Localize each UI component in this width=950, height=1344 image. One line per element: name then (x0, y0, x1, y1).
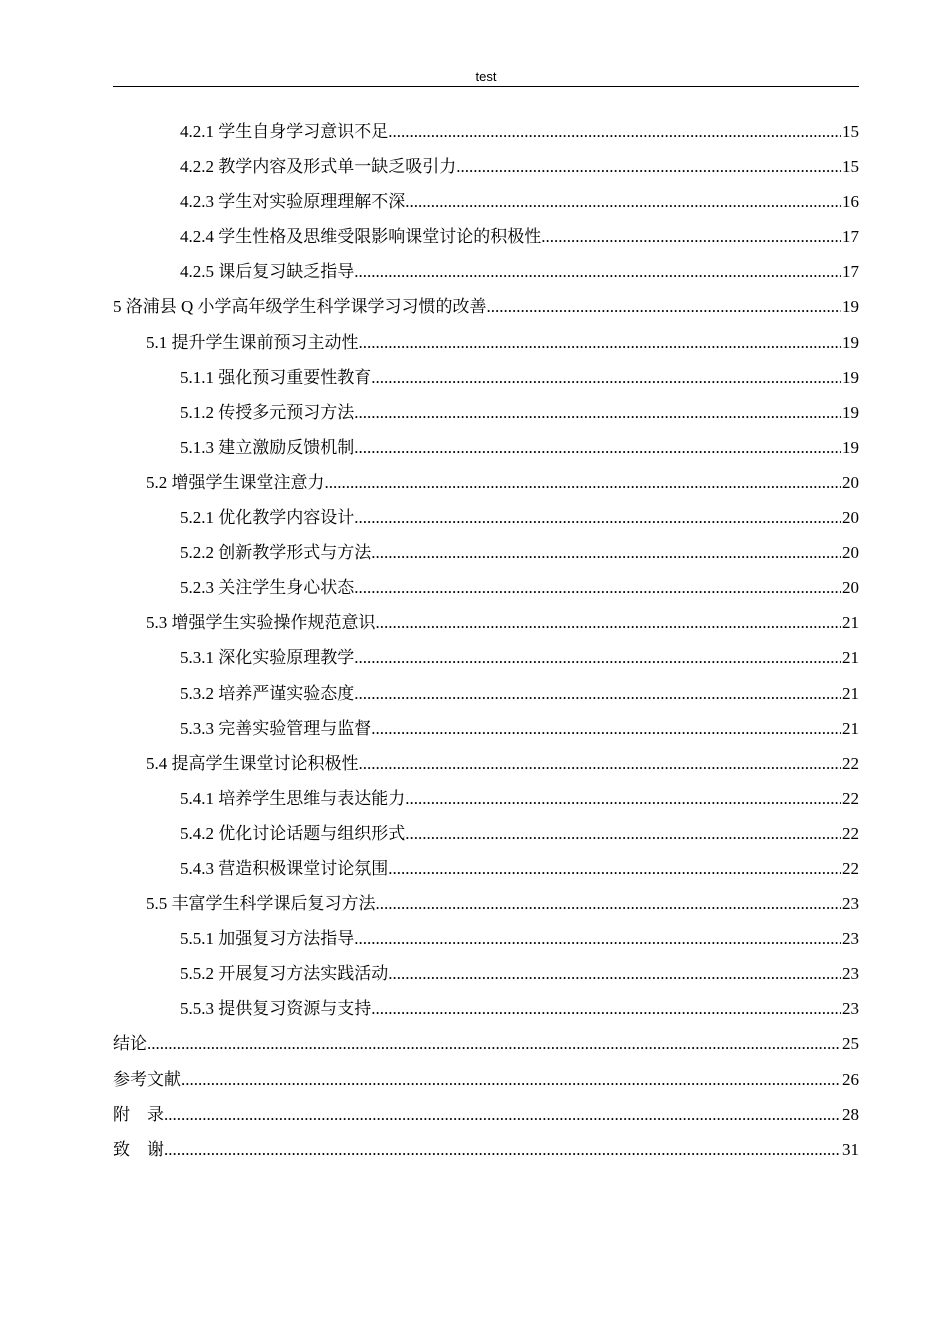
toc-entry[interactable] (113, 570, 859, 605)
toc-entry-title: 5.5.3 提供复习资源与支持 (180, 999, 372, 1019)
toc-entry[interactable] (113, 1132, 859, 1167)
toc-entry-page: 23 (842, 929, 859, 949)
toc-entry[interactable] (113, 149, 859, 184)
toc-entry[interactable] (113, 956, 859, 991)
toc-entry-title: 5.2.3 关注学生身心状态 (180, 578, 355, 598)
toc-leader-dots (354, 254, 841, 289)
toc-entry[interactable] (113, 219, 859, 254)
toc-leader-dots (405, 816, 841, 851)
toc-entry-page: 21 (842, 683, 859, 703)
toc-leader-dots (371, 991, 841, 1026)
toc-leader-dots (325, 465, 842, 500)
toc-entry[interactable] (113, 1062, 859, 1097)
toc-leader-dots (359, 325, 842, 360)
header-text: test (475, 69, 497, 84)
toc-entry-title: 5.1.2 传授多元预习方法 (180, 402, 355, 422)
toc-leader-dots (354, 676, 841, 711)
toc-leader-dots (388, 114, 841, 149)
toc-entry-page: 23 (842, 999, 859, 1019)
toc-entry-title: 5.1 提升学生课前预习主动性 (146, 332, 359, 352)
toc-entry-title: 5.3.1 深化实验原理教学 (180, 648, 355, 668)
toc-leader-dots (456, 149, 841, 184)
toc-entry-title: 4.2.3 学生对实验原理理解不深 (180, 192, 406, 212)
toc-leader-dots (371, 711, 841, 746)
toc-entry-title: 5.2 增强学生课堂注意力 (146, 472, 325, 492)
toc-leader-dots (376, 605, 842, 640)
toc-leader-dots (376, 886, 842, 921)
toc-entry[interactable] (113, 1026, 859, 1061)
toc-entry[interactable] (113, 816, 859, 851)
toc-leader-dots (164, 1097, 841, 1132)
toc-entry[interactable] (113, 605, 859, 640)
toc-leader-dots (181, 1062, 841, 1097)
toc-leader-dots (359, 746, 842, 781)
toc-entry[interactable] (113, 184, 859, 219)
toc-leader-dots (164, 1132, 841, 1167)
toc-entry-page: 20 (842, 472, 859, 492)
toc-entry-page: 15 (842, 157, 859, 177)
toc-entry-page: 15 (842, 122, 859, 141)
toc-entry-title: 4.2.2 教学内容及形式单一缺乏吸引力 (180, 157, 457, 177)
toc-entry-page: 20 (842, 508, 859, 528)
toc-leader-dots (371, 360, 841, 395)
toc-entry-page: 22 (842, 753, 859, 773)
toc-entry[interactable] (113, 360, 859, 395)
toc-leader-dots (354, 500, 841, 535)
toc-entry-title: 5.5.1 加强复习方法指导 (180, 929, 355, 949)
toc-entry[interactable] (113, 640, 859, 675)
toc-entry-page: 19 (842, 367, 859, 387)
toc-entry-page: 19 (842, 437, 859, 457)
toc-leader-dots (354, 640, 841, 675)
toc-entry-title: 5.4.2 优化讨论话题与组织形式 (180, 823, 406, 843)
toc-entry-page: 23 (842, 894, 859, 914)
toc-entry-page: 21 (842, 613, 859, 633)
toc-entry-title: 5.1.3 建立激励反馈机制 (180, 437, 355, 457)
toc-entry[interactable] (113, 676, 859, 711)
toc-leader-dots (405, 184, 841, 219)
toc-entry[interactable] (113, 500, 859, 535)
toc-entry-title: 结论 (113, 1034, 147, 1054)
toc-entry-title: 5.1.1 强化预习重要性教育 (180, 367, 372, 387)
toc-entry[interactable] (113, 325, 859, 360)
toc-entry[interactable] (113, 746, 859, 781)
toc-leader-dots (354, 430, 841, 465)
toc-entry-title: 5.4 提高学生课堂讨论积极性 (146, 753, 359, 773)
toc-entry-title: 5.3.3 完善实验管理与监督 (180, 718, 372, 738)
toc-leader-dots (354, 921, 841, 956)
toc-leader-dots (147, 1026, 841, 1061)
toc-entry-page: 17 (842, 262, 859, 282)
toc-entry-title: 5.5.2 开展复习方法实践活动 (180, 964, 389, 984)
toc-entry-page: 19 (842, 297, 859, 317)
toc-entry[interactable] (113, 921, 859, 956)
toc-entry[interactable] (113, 289, 859, 324)
toc-entry-title: 附 录 (113, 1104, 164, 1124)
toc-entry-page: 22 (842, 858, 859, 878)
toc-entry[interactable] (113, 781, 859, 816)
toc-leader-dots (371, 535, 841, 570)
toc-entry-page: 21 (842, 648, 859, 668)
toc-entry-title: 4.2.1 学生自身学习意识不足 (180, 122, 389, 141)
toc-entry-page: 16 (842, 192, 859, 212)
toc-entry[interactable] (113, 430, 859, 465)
toc-entry[interactable] (113, 395, 859, 430)
toc-entry-title: 5.2.1 优化教学内容设计 (180, 508, 355, 528)
page-header (113, 68, 859, 87)
toc-entry-title: 参考文献 (113, 1069, 181, 1089)
toc-entry-page: 31 (842, 1139, 859, 1159)
toc-entry-page: 23 (842, 964, 859, 984)
toc-entry-page: 22 (842, 788, 859, 808)
toc-entry-title: 5.3.2 培养严谨实验态度 (180, 683, 355, 703)
toc-entry-title: 4.2.5 课后复习缺乏指导 (180, 262, 355, 282)
toc-entry-page: 19 (842, 402, 859, 422)
toc-entry-page: 25 (842, 1034, 859, 1054)
toc-leader-dots (541, 219, 841, 254)
toc-entry-title: 4.2.4 学生性格及思维受限影响课堂讨论的积极性 (180, 227, 542, 247)
toc-entry-page: 19 (842, 332, 859, 352)
toc-leader-dots (487, 289, 841, 324)
table-of-contents (113, 114, 859, 1167)
toc-leader-dots (388, 851, 841, 886)
toc-entry-title: 5.3 增强学生实验操作规范意识 (146, 613, 376, 633)
toc-entry[interactable] (113, 886, 859, 921)
toc-entry-title: 致 谢 (113, 1139, 164, 1159)
toc-entry-title: 5.4.1 培养学生思维与表达能力 (180, 788, 406, 808)
toc-leader-dots (388, 956, 841, 991)
toc-entry[interactable] (113, 465, 859, 500)
toc-entry-page: 26 (842, 1069, 859, 1089)
toc-entry[interactable] (113, 535, 859, 570)
toc-entry-title: 5.5 丰富学生科学课后复习方法 (146, 894, 376, 914)
toc-entry[interactable] (113, 851, 859, 886)
toc-entry-title: 5.2.2 创新教学形式与方法 (180, 543, 372, 563)
toc-entry[interactable] (113, 1097, 859, 1132)
toc-entry[interactable] (113, 711, 859, 746)
toc-entry-page: 28 (842, 1104, 859, 1124)
toc-entry-page: 20 (842, 578, 859, 598)
toc-entry-title: 5 洛浦县 Q 小学高年级学生科学课学习习惯的改善 (113, 297, 487, 317)
toc-entry[interactable] (113, 114, 859, 149)
toc-leader-dots (354, 570, 841, 605)
toc-entry-page: 17 (842, 227, 859, 247)
toc-entry-page: 22 (842, 823, 859, 843)
toc-entry-page: 20 (842, 543, 859, 563)
toc-entry-title: 5.4.3 营造积极课堂讨论氛围 (180, 858, 389, 878)
toc-leader-dots (405, 781, 841, 816)
toc-entry[interactable] (113, 254, 859, 289)
toc-leader-dots (354, 395, 841, 430)
toc-entry-page: 21 (842, 718, 859, 738)
toc-entry[interactable] (113, 991, 859, 1026)
